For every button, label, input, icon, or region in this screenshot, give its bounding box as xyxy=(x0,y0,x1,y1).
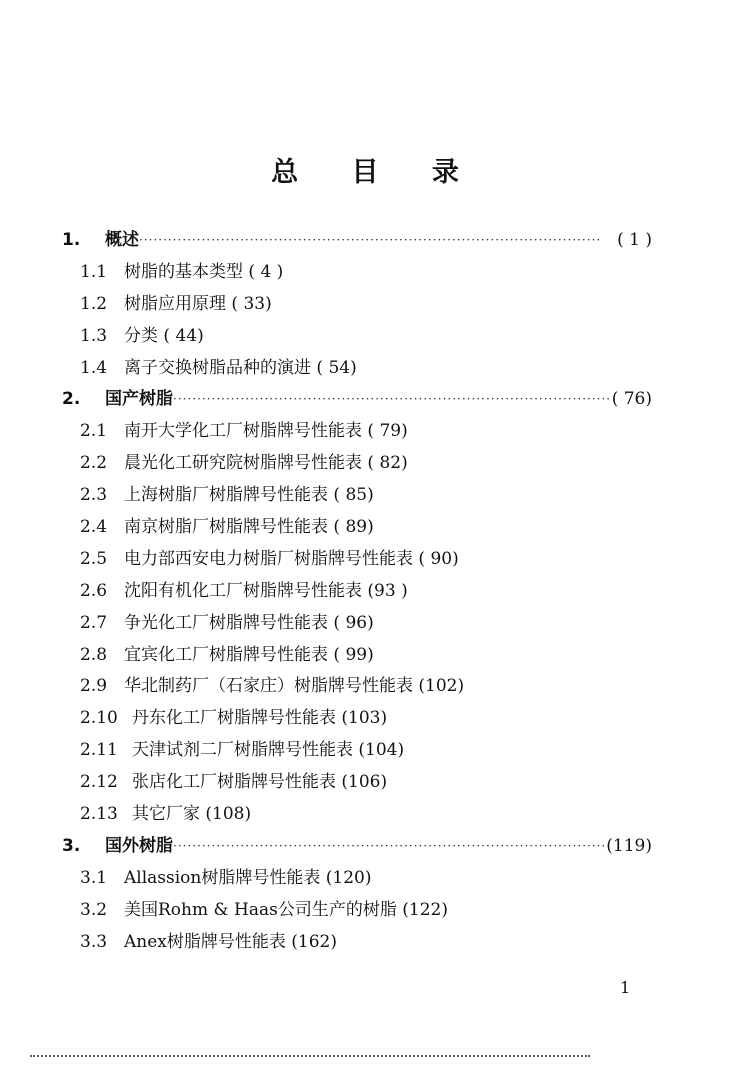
toc-title: 国外树脂 xyxy=(105,835,173,856)
dot-leader xyxy=(139,225,617,257)
toc-number: 2.13 xyxy=(80,804,118,825)
toc-number: 1. xyxy=(62,230,81,250)
toc-title: 美国Rohm & Haas公司生产的树脂 xyxy=(124,899,397,920)
toc-title: 分类 xyxy=(124,325,158,346)
toc-entry xyxy=(0,416,742,448)
toc-page: ( 4 ) xyxy=(248,261,284,282)
toc-entry xyxy=(0,927,742,959)
toc-title: 南京树脂厂树脂牌号性能表 xyxy=(124,517,328,538)
toc-number: 3.3 xyxy=(80,931,108,952)
toc-page: (104) xyxy=(358,740,405,761)
toc-entry xyxy=(0,895,742,927)
toc-page: ( 1 ) xyxy=(617,230,652,250)
toc-page: ( 76) xyxy=(611,389,652,410)
toc-entry xyxy=(0,671,742,703)
toc-number: 2.3 xyxy=(80,485,108,506)
toc-title: 离子交换树脂品种的演进 xyxy=(124,357,311,378)
toc-title: 南开大学化工厂树脂牌号性能表 xyxy=(124,421,362,442)
toc-entry xyxy=(0,576,742,608)
toc-title: 争光化工厂树脂牌号性能表 xyxy=(124,612,328,633)
toc-entry xyxy=(0,480,742,512)
toc-entry xyxy=(0,321,742,353)
toc-title: 丹东化工厂树脂牌号性能表 xyxy=(132,708,336,729)
toc-title: 沈阳有机化工厂树脂牌号性能表 xyxy=(124,580,362,601)
toc-number: 2.7 xyxy=(80,612,108,633)
toc-entry xyxy=(0,640,742,672)
toc-number: 2.9 xyxy=(80,676,108,697)
toc-title: 张店化工厂树脂牌号性能表 xyxy=(132,772,336,793)
toc-page: (102) xyxy=(418,676,465,697)
toc-number: 2.11 xyxy=(80,740,118,761)
toc-page: ( 44) xyxy=(163,325,204,346)
toc-page: ( 96) xyxy=(333,612,374,633)
toc-number: 2.8 xyxy=(80,644,108,665)
toc-number: 2. xyxy=(62,389,81,410)
toc-page: ( 90) xyxy=(418,548,459,569)
toc-number: 3.1 xyxy=(80,867,108,888)
toc-entry xyxy=(0,448,742,480)
toc-number: 3.2 xyxy=(80,899,108,920)
toc-page: (122) xyxy=(402,899,448,920)
toc-page: ( 82) xyxy=(367,453,408,474)
toc-page: ( 89) xyxy=(333,517,374,538)
toc-entry xyxy=(0,703,742,735)
toc-entry xyxy=(0,767,742,799)
toc-page: (106) xyxy=(341,772,388,793)
toc-entry xyxy=(0,863,742,895)
page-number: 1 xyxy=(620,978,631,997)
toc-chapter xyxy=(62,831,652,863)
toc-entry xyxy=(0,257,742,289)
dot-leader xyxy=(173,831,606,863)
toc-page: (119) xyxy=(606,835,652,856)
toc-title: 树脂的基本类型 xyxy=(124,261,243,282)
toc-title: 其它厂家 xyxy=(132,804,200,825)
toc-page: (162) xyxy=(291,931,337,952)
toc-number: 1.1 xyxy=(80,261,108,282)
toc-entry xyxy=(0,512,742,544)
toc-number: 2.6 xyxy=(80,580,108,601)
toc-page: ( 54) xyxy=(316,357,357,378)
toc-page: ( 79) xyxy=(367,421,408,442)
toc-entry xyxy=(0,544,742,576)
page-title: 总 目 录 xyxy=(271,157,481,188)
toc-page: (93 ) xyxy=(367,580,408,601)
toc-entry xyxy=(0,799,742,831)
toc-title: 概述 xyxy=(105,230,139,250)
toc-page: (120) xyxy=(325,867,372,888)
toc-number: 3. xyxy=(62,835,81,856)
toc-title: 国产树脂 xyxy=(105,389,173,410)
toc-number: 2.12 xyxy=(80,772,118,793)
toc-number: 1.2 xyxy=(80,293,108,314)
toc-title: 宜宾化工厂树脂牌号性能表 xyxy=(124,644,328,665)
toc-number: 2.2 xyxy=(80,453,108,474)
dot-leader xyxy=(173,384,612,416)
toc-number: 1.4 xyxy=(80,357,108,378)
toc-chapter xyxy=(62,384,652,416)
toc-title: 晨光化工研究院树脂牌号性能表 xyxy=(124,453,362,474)
toc-number: 2.1 xyxy=(80,421,108,442)
toc-title: Anex树脂牌号性能表 xyxy=(124,931,286,952)
toc-number: 2.10 xyxy=(80,708,118,729)
bottom-rule xyxy=(30,1055,590,1057)
toc-entry xyxy=(0,289,742,321)
toc-page: ( 33) xyxy=(231,293,272,314)
toc-chapter xyxy=(62,225,652,257)
toc-number: 1.3 xyxy=(80,325,108,346)
toc-entry xyxy=(0,608,742,640)
toc-title: 华北制药厂（石家庄）树脂牌号性能表 xyxy=(124,676,413,697)
toc-entry xyxy=(0,353,742,385)
toc-number: 2.5 xyxy=(80,548,108,569)
toc-entry xyxy=(0,735,742,767)
table-of-contents xyxy=(0,225,742,958)
toc-title: 电力部西安电力树脂厂树脂牌号性能表 xyxy=(124,548,413,569)
toc-page: (103) xyxy=(341,708,388,729)
toc-number: 2.4 xyxy=(80,517,108,538)
toc-page: ( 99) xyxy=(333,644,374,665)
toc-page: (108) xyxy=(205,804,252,825)
toc-title: 上海树脂厂树脂牌号性能表 xyxy=(124,485,328,506)
toc-page: ( 85) xyxy=(333,485,374,506)
toc-title: 天津试剂二厂树脂牌号性能表 xyxy=(132,740,353,761)
toc-title: 树脂应用原理 xyxy=(124,293,226,314)
toc-title: Allassion树脂牌号性能表 xyxy=(124,867,321,888)
